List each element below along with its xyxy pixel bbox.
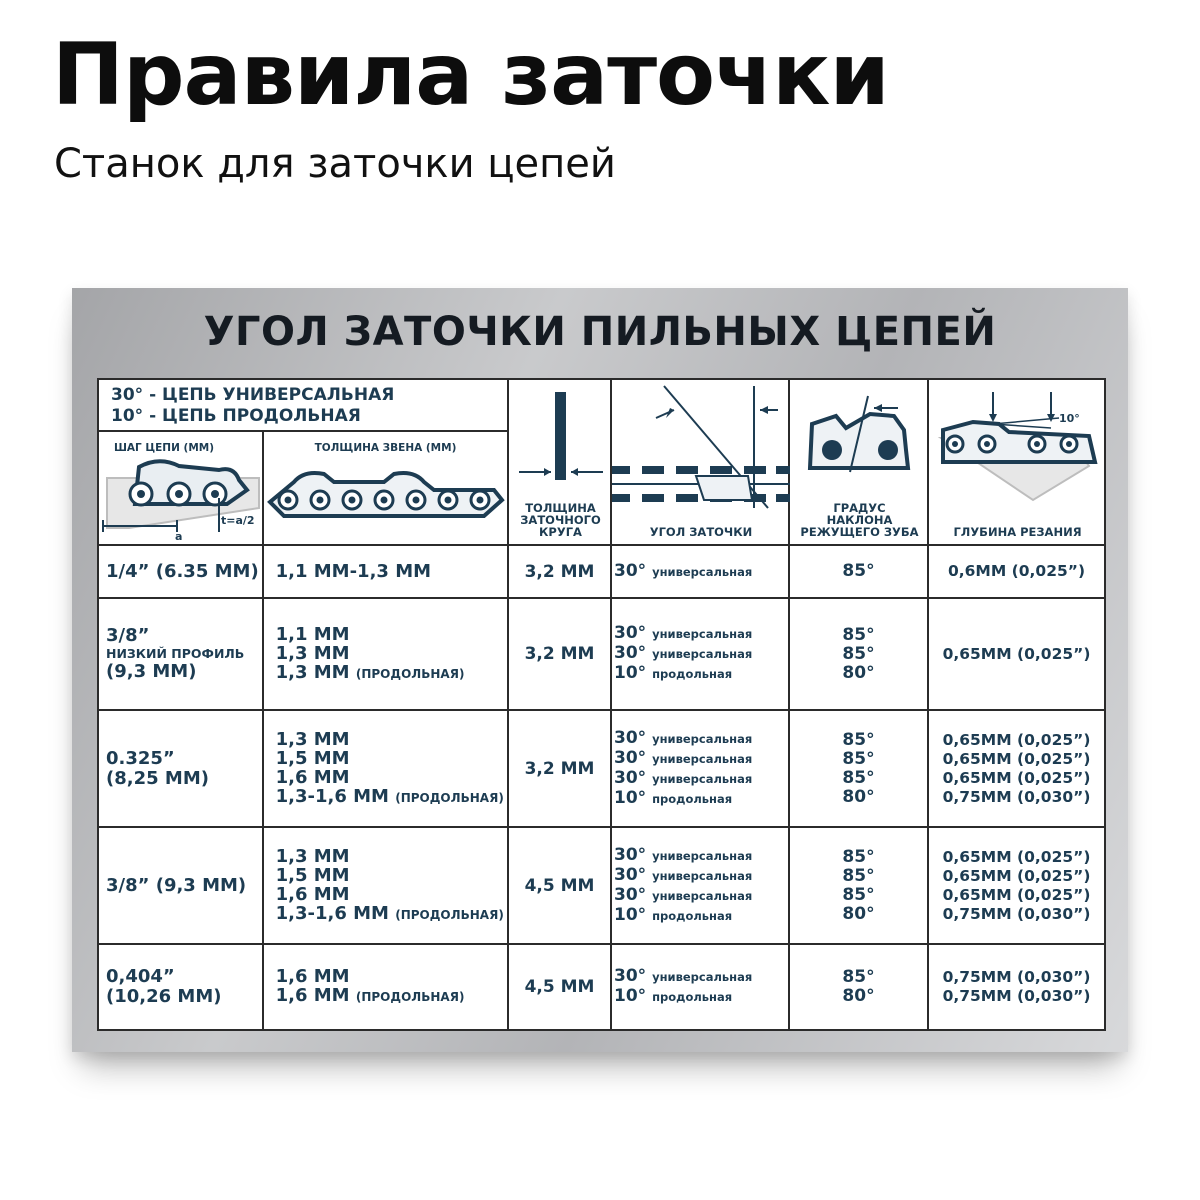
depth-value: 0,75ММ (0,030”): [942, 968, 1091, 986]
pitch-line: НИЗКИЙ ПРОФИЛЬ: [106, 646, 245, 661]
pitch-line: (9,3 ММ): [106, 661, 197, 682]
wheel-header-label: ТОЛЩИНА ЗАТОЧНОГО КРУГА: [520, 501, 601, 539]
gauge-cell: [263, 827, 508, 944]
pitch-cell: [98, 598, 263, 710]
gauge-value: 1,6 ММ: [275, 966, 350, 987]
depth-value: 0,65ММ (0,025”): [942, 644, 1091, 663]
angle-type: универсальная: [652, 970, 753, 984]
table-row: [98, 598, 1105, 710]
depth-value: 0,75ММ (0,030”): [942, 904, 1091, 923]
tilt-value: 85°: [842, 846, 875, 867]
gauge-value: 1,3-1,6 ММ: [275, 902, 389, 924]
tilt-cell: [789, 598, 928, 710]
sharpening-table: [97, 378, 1106, 1031]
table-row: [98, 944, 1105, 1030]
dim-a-label: a: [175, 530, 183, 542]
pitch-line: 3/8”: [106, 625, 150, 646]
tilt-value: 85°: [842, 767, 875, 788]
wheel-header: [508, 379, 611, 545]
sharpening-angle-diagram-icon: [612, 384, 790, 514]
angle-degree: 30°: [614, 864, 647, 885]
tilt-value: 85°: [842, 884, 875, 905]
wheel-cell: 4,5 ММ: [508, 944, 611, 1030]
page-subtitle: Станок для заточки цепей: [54, 141, 616, 187]
pitch-header: [99, 432, 264, 544]
angle-cell: [611, 827, 789, 944]
gauge-value: 1,6 ММ: [275, 766, 350, 788]
table-row: [98, 827, 1105, 944]
tilt-cell: [789, 710, 928, 827]
gauge-note: (ПРОДОЛЬНАЯ): [355, 990, 465, 1004]
angle-degree: 30°: [614, 767, 647, 788]
angle-type: универсальная: [652, 868, 753, 883]
gauge-value: 1,1 ММ-1,3 ММ: [275, 561, 432, 582]
angle-cell: [611, 598, 789, 710]
angle-degree: 30°: [614, 747, 647, 768]
angle-line: [612, 624, 788, 644]
angle-degree: 30°: [614, 844, 647, 865]
gauge-line: [276, 625, 507, 644]
tilt-value: 85°: [842, 748, 875, 769]
dim-t-label: t=a/2: [221, 514, 255, 527]
gauge-value: 1,5 ММ: [275, 864, 350, 886]
tilt-cell: [789, 545, 928, 598]
header-row: [98, 379, 1105, 545]
tooth-tilt-diagram-icon: [790, 390, 929, 480]
depth-value: 0,65ММ (0,025”): [942, 847, 1091, 866]
angle-type: универсальная: [652, 731, 753, 746]
angle-type: продольная: [652, 908, 733, 923]
gauge-value: 1,1 ММ: [275, 623, 350, 645]
pitch-cell: [98, 710, 263, 827]
page-title: Правила заточки: [52, 25, 889, 125]
angle-line: [612, 789, 788, 809]
tilt-value: 85°: [842, 561, 875, 581]
pitch-line: 3/8” (9,3 ММ): [106, 874, 247, 896]
angle-degree: 10°: [614, 663, 647, 683]
pitch-diagram-icon: [99, 442, 260, 542]
table-row: [98, 545, 1105, 598]
angle-line: [612, 749, 788, 769]
tilt-value: 85°: [842, 643, 875, 664]
pitch-header-label: ШАГ ЦЕПИ (ММ): [113, 442, 215, 454]
chain-link-diagram-icon: [264, 460, 507, 540]
angle-line: [612, 866, 788, 886]
depth-cell: [928, 545, 1105, 598]
pitch-line: (8,25 ММ): [106, 767, 209, 789]
gauge-line: [276, 866, 507, 885]
gauge-line: [276, 847, 507, 866]
depth-value: 0,65ММ (0,025”): [942, 749, 1091, 768]
gauge-line: [276, 885, 507, 904]
depth-value: 0,75ММ (0,030”): [942, 987, 1091, 1005]
pitch-line: (10,26 ММ): [106, 986, 222, 1007]
angle-line: [612, 987, 788, 1007]
tilt-header: [789, 379, 928, 545]
ten-degree-label: 10°: [1059, 412, 1080, 425]
pitch-line: 0.325”: [106, 747, 175, 769]
pitch-cell: [98, 827, 263, 944]
depth-cell: [928, 944, 1105, 1030]
angle-degree: 30°: [614, 643, 647, 663]
angle-type: продольная: [652, 791, 733, 806]
pitch-cell: [98, 944, 263, 1030]
gauge-note: (ПРОДОЛЬНАЯ): [395, 907, 504, 922]
gauge-value: 1,3 ММ: [275, 728, 350, 750]
angle-line: [612, 769, 788, 789]
gauge-value: 1,3-1,6 ММ: [275, 785, 389, 807]
angle-degree: 10°: [614, 904, 647, 925]
gauge-header-label: ТОЛЩИНА ЗВЕНА (ММ): [314, 442, 457, 454]
depth-value: 0,65ММ (0,025”): [942, 768, 1091, 787]
depth-header: [928, 379, 1105, 545]
angle-type: универсальная: [652, 627, 753, 641]
angle-degree: 30°: [614, 560, 647, 581]
cutting-depth-diagram-icon: [929, 388, 1106, 508]
angle-line: [612, 644, 788, 664]
gauge-line: [276, 644, 507, 663]
gauge-value: 1,3 ММ: [275, 642, 350, 664]
tilt-value: 85°: [842, 865, 875, 886]
gauge-line: [276, 986, 507, 1007]
pitch-line: 1/4” (6.35 ММ): [106, 560, 259, 582]
table-row: [98, 710, 1105, 827]
gauge-cell: [263, 710, 508, 827]
angle-type: продольная: [652, 990, 733, 1004]
tilt-value: 85°: [842, 967, 875, 987]
legend: [99, 380, 507, 432]
tilt-value: 80°: [842, 786, 875, 807]
angle-header-label: УГОЛ ЗАТОЧКИ: [649, 525, 753, 539]
depth-value: 0,75ММ (0,030”): [942, 787, 1091, 806]
angle-degree: 30°: [614, 966, 647, 986]
gauge-note: (ПРОДОЛЬНАЯ): [355, 666, 465, 681]
angle-header: [611, 379, 789, 545]
wheel-cell: 4,5 ММ: [508, 827, 611, 944]
angle-type: универсальная: [652, 771, 753, 786]
gauge-line: [276, 904, 507, 925]
tilt-value: 80°: [842, 986, 875, 1006]
tilt-cell: [789, 827, 928, 944]
angle-line: [612, 967, 788, 987]
gauge-line: [276, 787, 507, 808]
angle-degree: 10°: [614, 787, 647, 808]
gauge-value: 1,3 ММ: [275, 845, 350, 867]
angle-line: [612, 562, 788, 582]
gauge-line: [276, 663, 507, 684]
depth-cell: [928, 827, 1105, 944]
gauge-value: 1,5 ММ: [275, 747, 350, 769]
plate-title: УГОЛ ЗАТОЧКИ ПИЛЬНЫХ ЦЕПЕЙ: [203, 309, 997, 355]
angle-degree: 30°: [614, 884, 647, 905]
gauge-header: [264, 432, 507, 544]
pitch-line: 0,404”: [106, 966, 175, 987]
tilt-header-label: ГРАДУС НАКЛОНА РЕЖУЩЕГО ЗУБА: [800, 501, 919, 539]
angle-degree: 10°: [614, 986, 647, 1006]
angle-degree: 30°: [614, 727, 647, 748]
depth-value: 0,65ММ (0,025”): [942, 885, 1091, 904]
tilt-value: 80°: [842, 903, 875, 924]
legend-line-universal: 30° - ЦЕПЬ УНИВЕРСАЛЬНАЯ: [111, 385, 395, 405]
depth-cell: [928, 710, 1105, 827]
tilt-value: 80°: [842, 662, 875, 683]
gauge-cell: [263, 944, 508, 1030]
angle-type: универсальная: [652, 888, 753, 903]
legend-line-longitudinal: 10° - ЦЕПЬ ПРОДОЛЬНАЯ: [111, 406, 361, 426]
angle-line: [612, 846, 788, 866]
angle-cell: [611, 710, 789, 827]
grinding-wheel-icon: [509, 386, 612, 486]
gauge-value: 1,3 ММ: [275, 661, 350, 683]
gauge-line: [276, 749, 507, 768]
gauge-note: (ПРОДОЛЬНАЯ): [395, 790, 504, 805]
gauge-line: [276, 967, 507, 986]
gauge-cell: [263, 598, 508, 710]
gauge-line: [276, 768, 507, 787]
wheel-cell: 3,2 ММ: [508, 598, 611, 710]
angle-cell: [611, 545, 789, 598]
depth-value: 0,6ММ (0,025”): [947, 562, 1086, 580]
gauge-value: 1,6 ММ: [275, 883, 350, 905]
angle-type: универсальная: [652, 848, 753, 863]
depth-header-label: ГЛУБИНА РЕЗАНИЯ: [953, 525, 1082, 539]
wheel-cell: 3,2 ММ: [508, 710, 611, 827]
header-legend-cell: [98, 379, 508, 545]
angle-type: продольная: [652, 667, 733, 681]
gauge-value: 1,6 ММ: [275, 985, 350, 1006]
angle-type: универсальная: [652, 751, 753, 766]
gauge-cell: [263, 545, 508, 598]
tilt-value: 85°: [842, 624, 875, 645]
angle-line: [612, 729, 788, 749]
gauge-line: [276, 562, 507, 581]
angle-degree: 30°: [614, 623, 647, 643]
wheel-cell: 3,2 ММ: [508, 545, 611, 598]
depth-cell: [928, 598, 1105, 710]
angle-line: [612, 906, 788, 926]
depth-value: 0,65ММ (0,025”): [942, 730, 1091, 749]
tilt-cell: [789, 944, 928, 1030]
tilt-value: 85°: [842, 729, 875, 750]
angle-type: универсальная: [652, 647, 753, 661]
angle-line: [612, 664, 788, 684]
gauge-line: [276, 730, 507, 749]
angle-line: [612, 886, 788, 906]
angle-type: универсальная: [652, 564, 753, 579]
depth-value: 0,65ММ (0,025”): [942, 866, 1091, 885]
pitch-cell: [98, 545, 263, 598]
angle-cell: [611, 944, 789, 1030]
